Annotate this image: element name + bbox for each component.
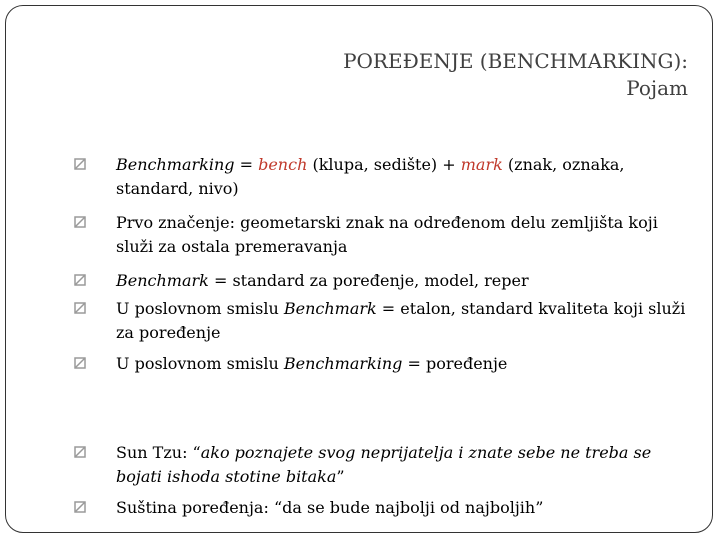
term-benchmark: Benchmark: [283, 299, 377, 318]
term-mark: mark: [460, 155, 503, 174]
title-line-2: Pojam: [626, 76, 688, 100]
bullet-text: [116, 153, 696, 201]
term-benchmark: Benchmark: [116, 271, 209, 290]
bullet-text: Prvo značenje: geometarski znak na određenom delu zemljišta koji služi za ostala premeravanja: [116, 213, 658, 256]
text-segment: =: [234, 155, 259, 174]
bullet-text: Suština poređenja: “da se bude najbolji od najboljih”: [116, 498, 544, 517]
quote-text: ako poznajete svog neprijatelja i znate sebe ne treba se bojati ishoda stotine bitaka: [116, 443, 652, 486]
bullet-icon: [74, 501, 86, 513]
title-line-1: POREĐENJE (BENCHMARKING):: [343, 49, 688, 73]
text-segment: Sun Tzu: “: [116, 443, 201, 462]
bullet-icon: [74, 274, 86, 286]
slide-title: [343, 48, 688, 102]
term-benchmarking: Benchmarking: [283, 354, 403, 373]
term-bench: bench: [258, 155, 308, 174]
text-segment: ”: [336, 467, 345, 486]
bullet-icon: [74, 302, 86, 314]
bullet-icon: [74, 216, 86, 228]
text-segment: U poslovnom smislu: [116, 354, 284, 373]
bullet-text: [116, 269, 696, 293]
term-benchmarking: Benchmarking: [116, 155, 235, 174]
bullet-text: [116, 352, 696, 376]
text-segment: (klupa, sedište) +: [307, 155, 461, 174]
bullet-icon: [74, 446, 86, 458]
bullet-icon: [74, 158, 86, 170]
text-segment: = standard za poređenje, model, reper: [208, 271, 529, 290]
text-segment: U poslovnom smislu: [116, 299, 284, 318]
text-segment: = etalon, standard kvaliteta koji služi za poređenje: [116, 299, 686, 342]
bullet-text: [116, 441, 696, 489]
text-segment: (znak, oznaka, standard, nivo): [116, 155, 625, 198]
text-segment: = poređenje: [402, 354, 508, 373]
slide: [5, 5, 713, 533]
bullet-icon: [74, 357, 86, 369]
bullet-text: [116, 297, 696, 345]
